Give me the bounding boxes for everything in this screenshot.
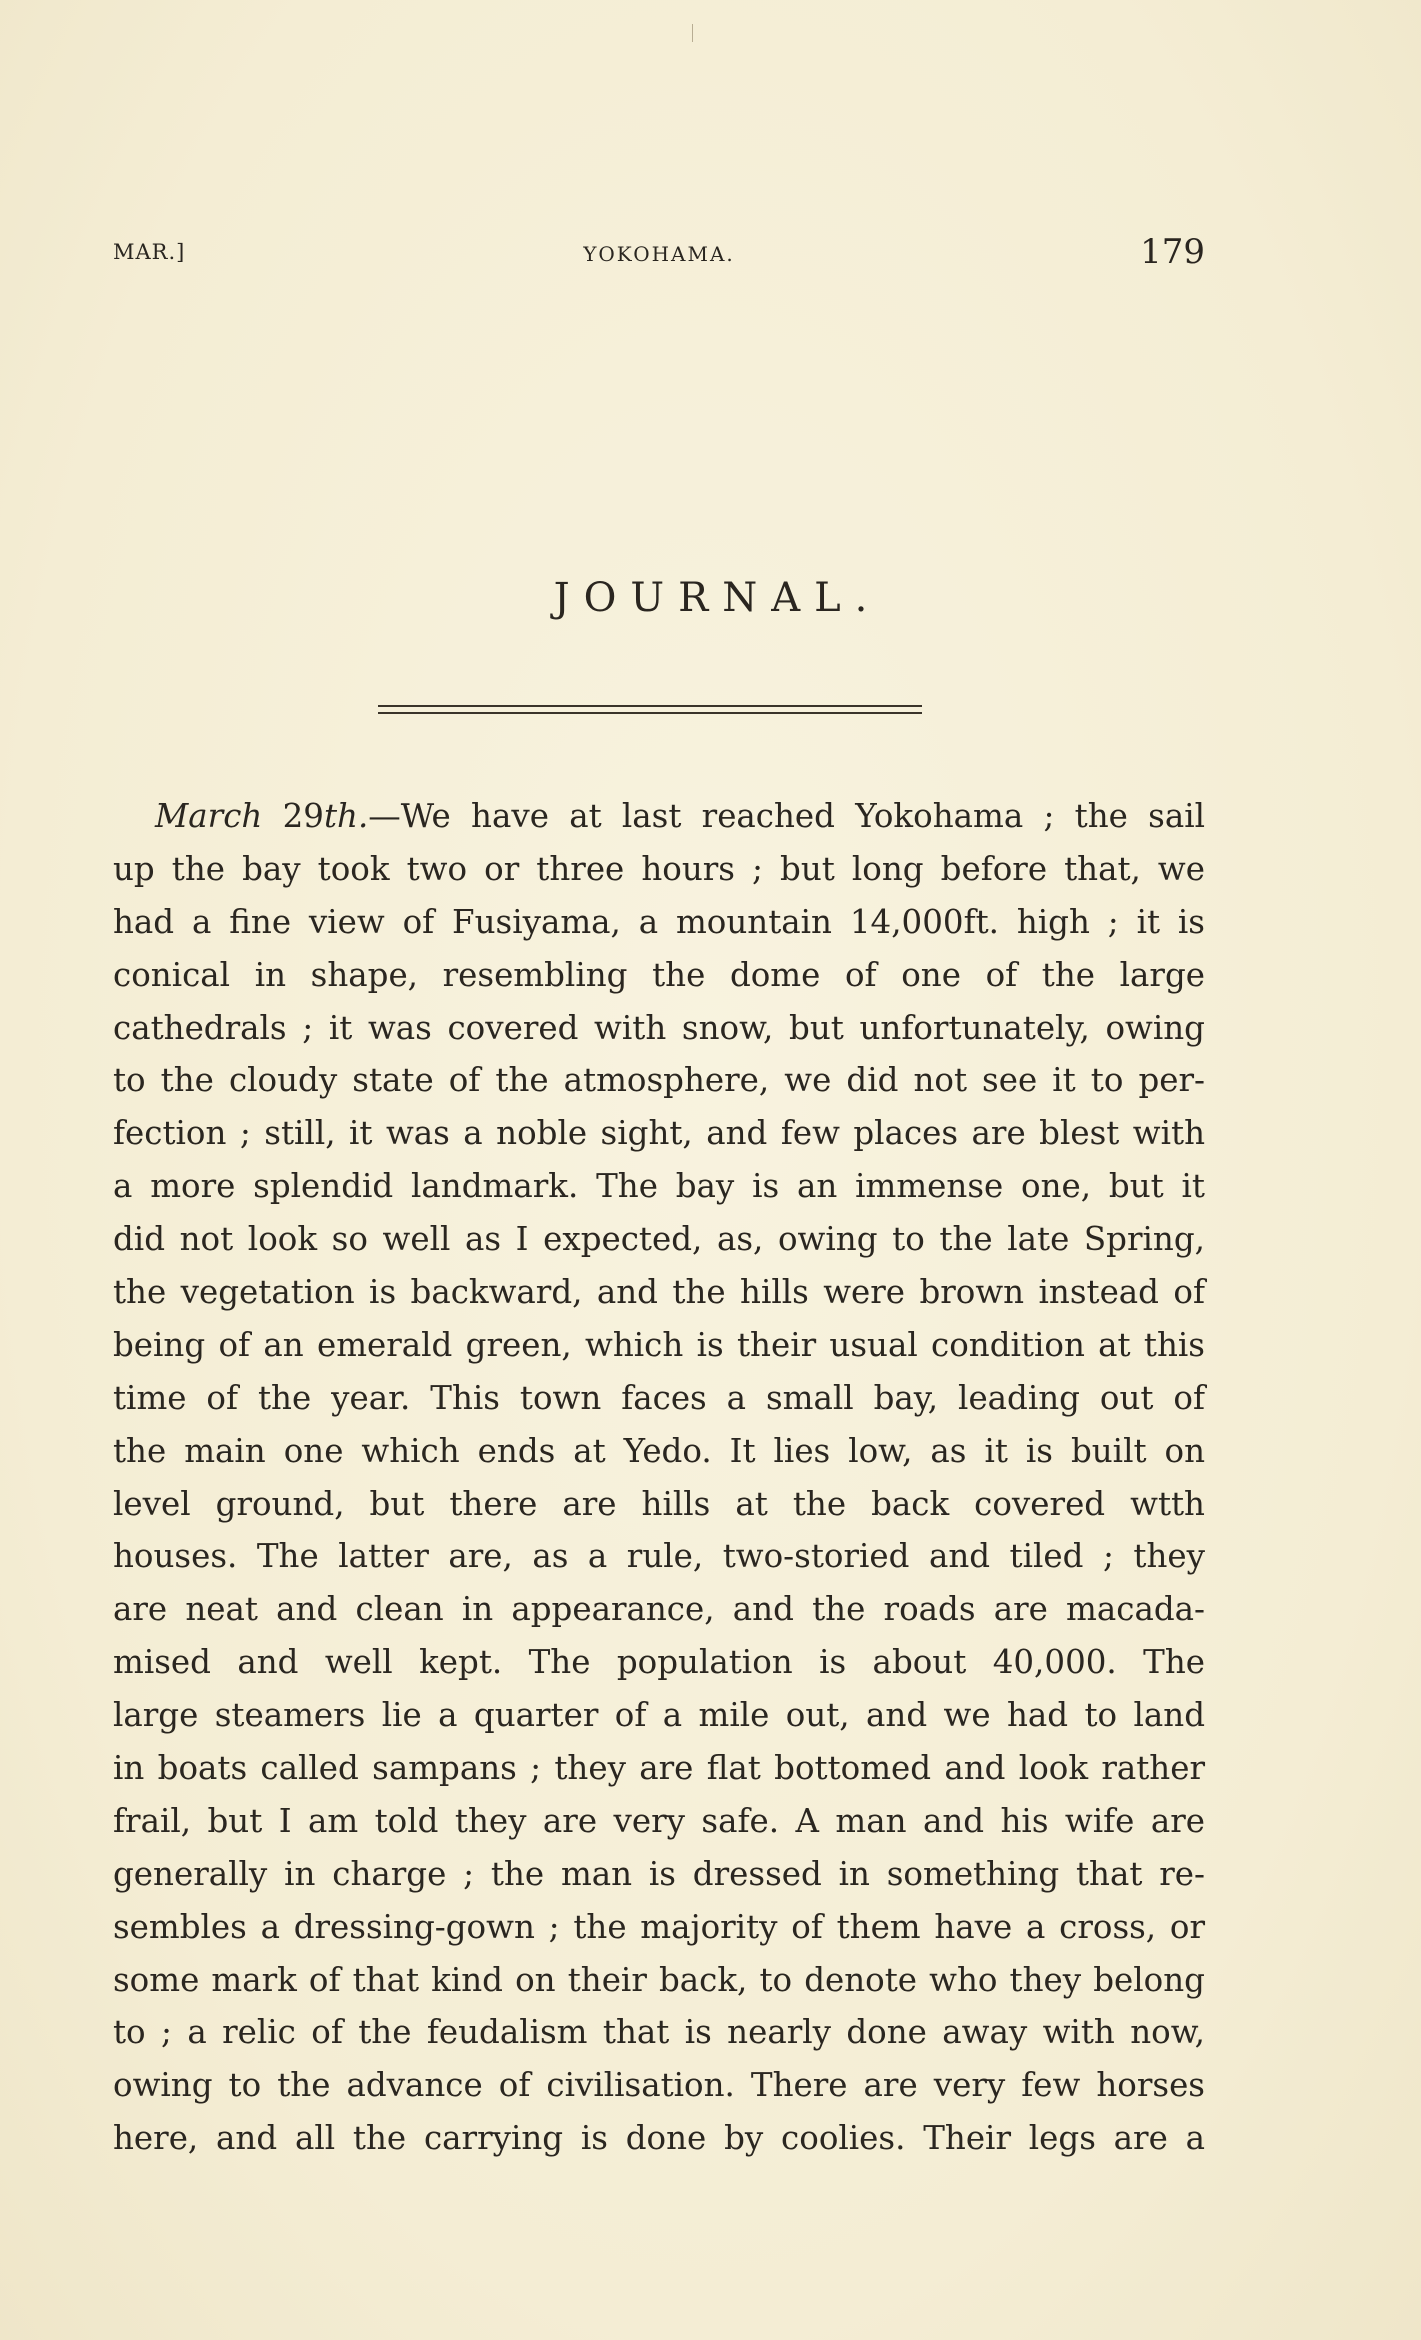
text-line: large steamers lie a quarter of a mile out, and we had to land bbox=[113, 1696, 1205, 1735]
text-line: had a fine view of Fusiyama, a mountain 14,000ft. high ; it is bbox=[113, 902, 1205, 941]
text-line: here, and all the carrying is done by coolies. Their legs are a bbox=[113, 2119, 1205, 2158]
journal-entry bbox=[113, 790, 1205, 2165]
text-line: are neat and clean in appearance, and the roads are macada- bbox=[113, 1590, 1205, 1629]
text-line: to ; a relic of the feudalism that is nearly done away with now, bbox=[113, 2013, 1205, 2052]
text-line: a more splendid landmark. The bay is an immense one, but it bbox=[113, 1167, 1205, 1206]
double-rule-bottom bbox=[378, 712, 922, 714]
text-line: houses. The latter are, as a rule, two-storied and tiled ; they bbox=[113, 1537, 1205, 1576]
section-heading: JOURNAL. bbox=[553, 575, 882, 621]
entry-first-line-text: —We have at last reached Yokohama ; the sail bbox=[368, 797, 1205, 835]
text-line: level ground, but there are hills at the back covered wtth bbox=[113, 1484, 1205, 1523]
text-line: generally in charge ; the man is dressed in something that re- bbox=[113, 1854, 1205, 1893]
running-head-title: YOKOHAMA. bbox=[583, 242, 735, 266]
text-line: sembles a dressing-gown ; the majority of them have a cross, or bbox=[113, 1907, 1205, 1946]
text-line: time of the year. This town faces a small bay, leading out of bbox=[113, 1378, 1205, 1417]
page-number: 179 bbox=[1140, 232, 1205, 272]
text-line: frail, but I am told they are very safe. A man and his wife are bbox=[113, 1801, 1205, 1840]
entry-date-month: March bbox=[155, 797, 263, 835]
text-line: cathedrals ; it was covered with snow, but unfortunately, owing bbox=[113, 1008, 1205, 1047]
entry-date-day: 29 bbox=[282, 797, 324, 835]
text-line: the main one which ends at Yedo. It lies low, as it is built on bbox=[113, 1431, 1205, 1470]
double-rule-top bbox=[378, 705, 922, 707]
page-mark bbox=[692, 24, 693, 42]
text-line: fection ; still, it was a noble sight, and few places are blest with bbox=[113, 1114, 1205, 1153]
entry-lines bbox=[113, 843, 1205, 2165]
entry-date-suffix: th. bbox=[323, 797, 369, 835]
text-line: conical in shape, resembling the dome of one of the large bbox=[113, 955, 1205, 994]
text-line: being of an emerald green, which is their usual condition at this bbox=[113, 1325, 1205, 1364]
text-line: in boats called sampans ; they are flat bottomed and look rather bbox=[113, 1749, 1205, 1788]
text-line: owing to the advance of civilisation. There are very few horses bbox=[113, 2066, 1205, 2105]
text-line: to the cloudy state of the atmosphere, we did not see it to per- bbox=[113, 1061, 1205, 1100]
running-head-left: MAR.] bbox=[113, 240, 186, 264]
text-line: the vegetation is backward, and the hills were brown instead of bbox=[113, 1273, 1205, 1312]
entry-first-line bbox=[113, 790, 1205, 843]
text-line: mised and well kept. The population is about 40,000. The bbox=[113, 1643, 1205, 1682]
text-line: did not look so well as I expected, as, owing to the late Spring, bbox=[113, 1220, 1205, 1259]
running-head bbox=[113, 232, 1205, 272]
text-line: some mark of that kind on their back, to denote who they belong bbox=[113, 1960, 1205, 1999]
text-line: up the bay took two or three hours ; but long before that, we bbox=[113, 849, 1205, 888]
